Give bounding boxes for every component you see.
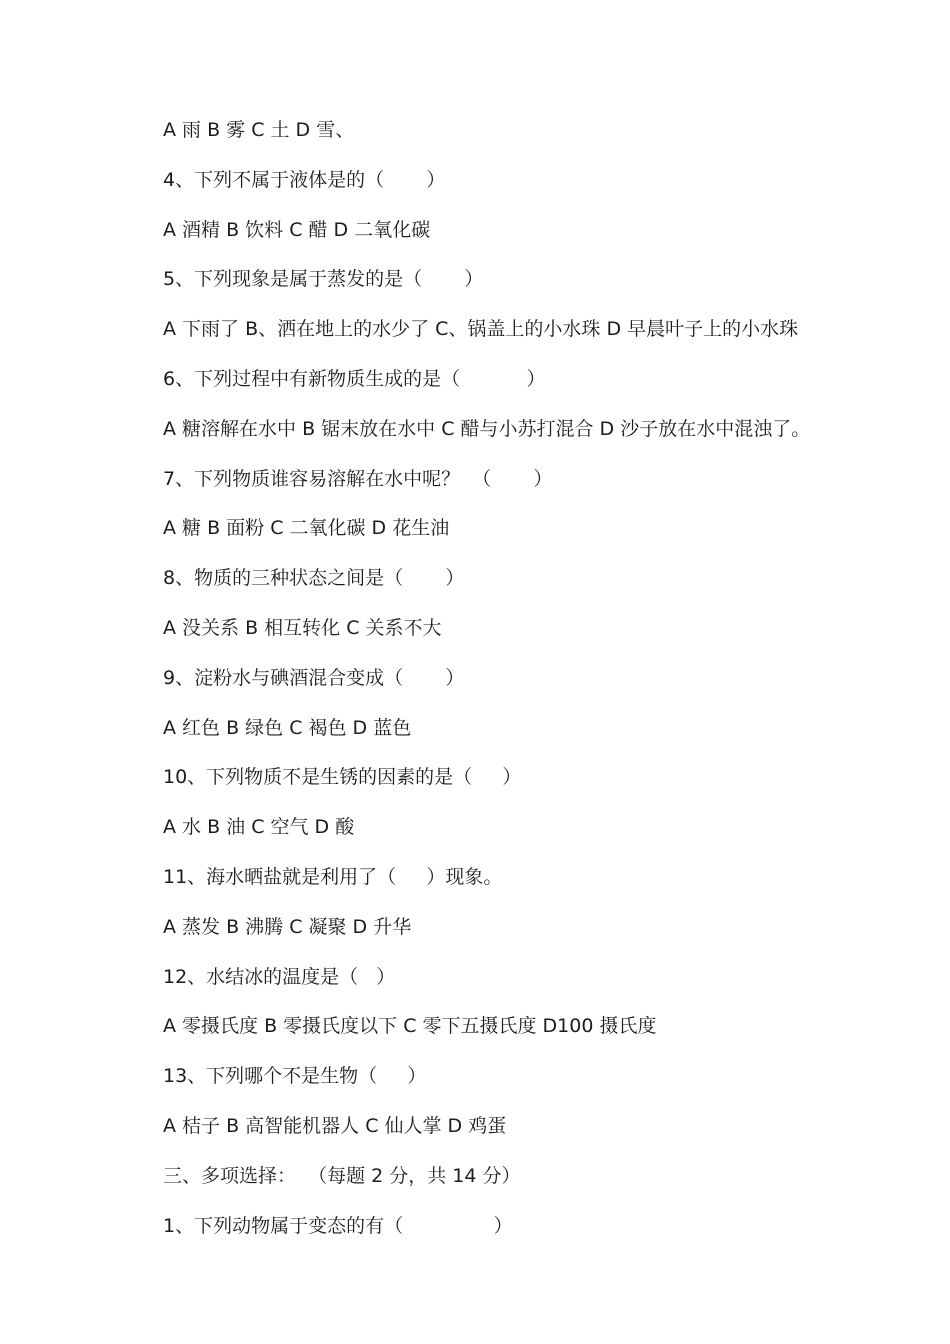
question-7: 7、下列物质谁容易溶解在水中呢？ （ ） [163, 467, 553, 490]
option-line-q7: A 糖 B 面粉 C 二氧化碳 D 花生油 [163, 517, 450, 540]
option-line-q6: A 糖溶解在水中 B 锯末放在水中 C 醋与小苏打混合 D 沙子放在水中混浊了。 [163, 417, 811, 440]
option-line-q4: A 酒精 B 饮料 C 醋 D 二氧化碳 [163, 218, 431, 241]
question-10: 10、下列物质不是生锈的因素的是（ ） [163, 766, 522, 789]
multi-question-1: 1、下列动物属于变态的有（ ） [163, 1214, 513, 1237]
option-line-q13: A 桔子 B 高智能机器人 C 仙人掌 D 鸡蛋 [163, 1114, 507, 1137]
question-5: 5、下列现象是属于蒸发的是（ ） [163, 268, 484, 291]
question-4: 4、下列不属于液体是的（ ） [163, 168, 446, 191]
option-line-q11: A 蒸发 B 沸腾 C 凝聚 D 升华 [163, 915, 412, 938]
option-line-q10: A 水 B 油 C 空气 D 酸 [163, 816, 355, 839]
question-12: 12、水结冰的温度是（ ） [163, 965, 396, 988]
option-line-q3: A 雨 B 雾 C 土 D 雪、 [163, 119, 355, 141]
question-6: 6、下列过程中有新物质生成的是（ ） [163, 367, 546, 390]
option-line-q8: A 没关系 B 相互转化 C 关系不大 [163, 616, 442, 639]
option-line-q12: A 零摄氏度 B 零摄氏度以下 C 零下五摄氏度 D100 摄氏度 [163, 1015, 657, 1038]
section-heading-multiple-choice: 三、多项选择： （每题 2 分，共 14 分） [163, 1164, 521, 1187]
document-body [163, 113, 923, 1258]
option-line-q9: A 红色 B 绿色 C 褐色 D 蓝色 [163, 716, 412, 739]
question-9: 9、淀粉水与碘酒混合变成（ ） [163, 666, 465, 689]
option-line-q5: A 下雨了 B、洒在地上的水少了 C、锅盖上的小水珠 D 早晨叶子上的小水珠 [163, 318, 799, 341]
question-13: 13、下列哪个不是生物（ ） [163, 1065, 427, 1088]
question-11: 11、海水晒盐就是利用了（ ）现象。 [163, 865, 503, 888]
question-8: 8、物质的三种状态之间是（ ） [163, 567, 465, 590]
